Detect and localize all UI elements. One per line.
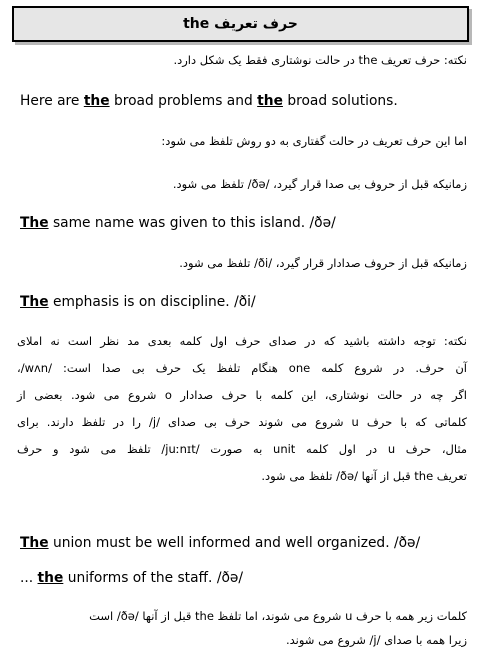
note-single-form: نکته: حرف تعریف the در حالت نوشتاری فقط یک شکل دارد.: [173, 53, 467, 67]
note-u-words: [17, 604, 467, 652]
example-text: Here are: [20, 93, 84, 109]
page-title: حرف تعریف the: [183, 16, 298, 32]
article-highlight: the: [83, 93, 110, 109]
rule-consonant: زمانیکه قبل از حروف بی صدا قرار گیرد، /ðə/ تلفظ می شود.: [172, 177, 467, 191]
example-text: uniforms of the staff. /ðə/: [63, 570, 244, 586]
example-text: emphasis is on discipline. /ði/: [48, 294, 256, 310]
example-text: ...: [20, 570, 38, 586]
note-sound-not-spelling: [17, 328, 467, 490]
paragraph-line: کلمات زیر همه با حرف u شروع می شوند، اما تلفظ the قبل از آنها /ðə/ است: [89, 609, 467, 623]
example-uniforms: [20, 570, 470, 586]
example-emphasis: [20, 294, 470, 310]
article-highlight: The: [20, 535, 49, 551]
example-text: broad problems and: [109, 93, 258, 109]
article-highlight: the: [257, 93, 283, 109]
paragraph-line: اگر چه در حالت نوشتاری، این کلمه با حرف صدادار o شروع می شود. بعضی از: [17, 388, 468, 402]
example-same-name: [20, 215, 470, 231]
example-text: union must be well informed and well organized. /ðə/: [48, 535, 421, 551]
paragraph-line: زیرا همه با صدای /j/ شروع می شوند.: [285, 633, 467, 647]
pronunciation-intro: اما این حرف تعریف در حالت گفتاری به دو روش تلفظ می شود:: [161, 134, 467, 148]
example-text: broad solutions.: [282, 93, 398, 109]
article-highlight: the: [37, 570, 64, 586]
paragraph-line: تعریف the قبل از آنها /ðə/ تلفظ می شود.: [261, 469, 467, 483]
paragraph-line: نکته: توجه داشته باشید که در صدای حرف اول کلمه بعدی مد نظر است نه املای: [17, 334, 467, 348]
article-highlight: The: [20, 294, 49, 310]
paragraph-line: کلماتی که با حرف u شروع می شوند حرف بی صدای /j/ را در تلفظ دارند. برای: [17, 415, 468, 429]
paragraph-line: آن حرف. در شروع کلمه one هنگام تلفظ یک حرف بی صدا است: /wʌn/،: [17, 361, 467, 375]
example-broad-problems: [20, 93, 470, 109]
rule-vowel: زمانیکه قبل از حروف صدادار قرار گیرد، /ði/ تلفظ می شود.: [179, 256, 467, 270]
example-text: same name was given to this island. /ðə/: [48, 215, 336, 231]
example-union: [20, 535, 470, 551]
title-box: [12, 6, 469, 42]
article-highlight: The: [20, 215, 49, 231]
paragraph-line: مثال، حرف u در اول کلمه unit به صورت /juːnɪt/ تلفظ می شود و حرف: [17, 442, 468, 456]
